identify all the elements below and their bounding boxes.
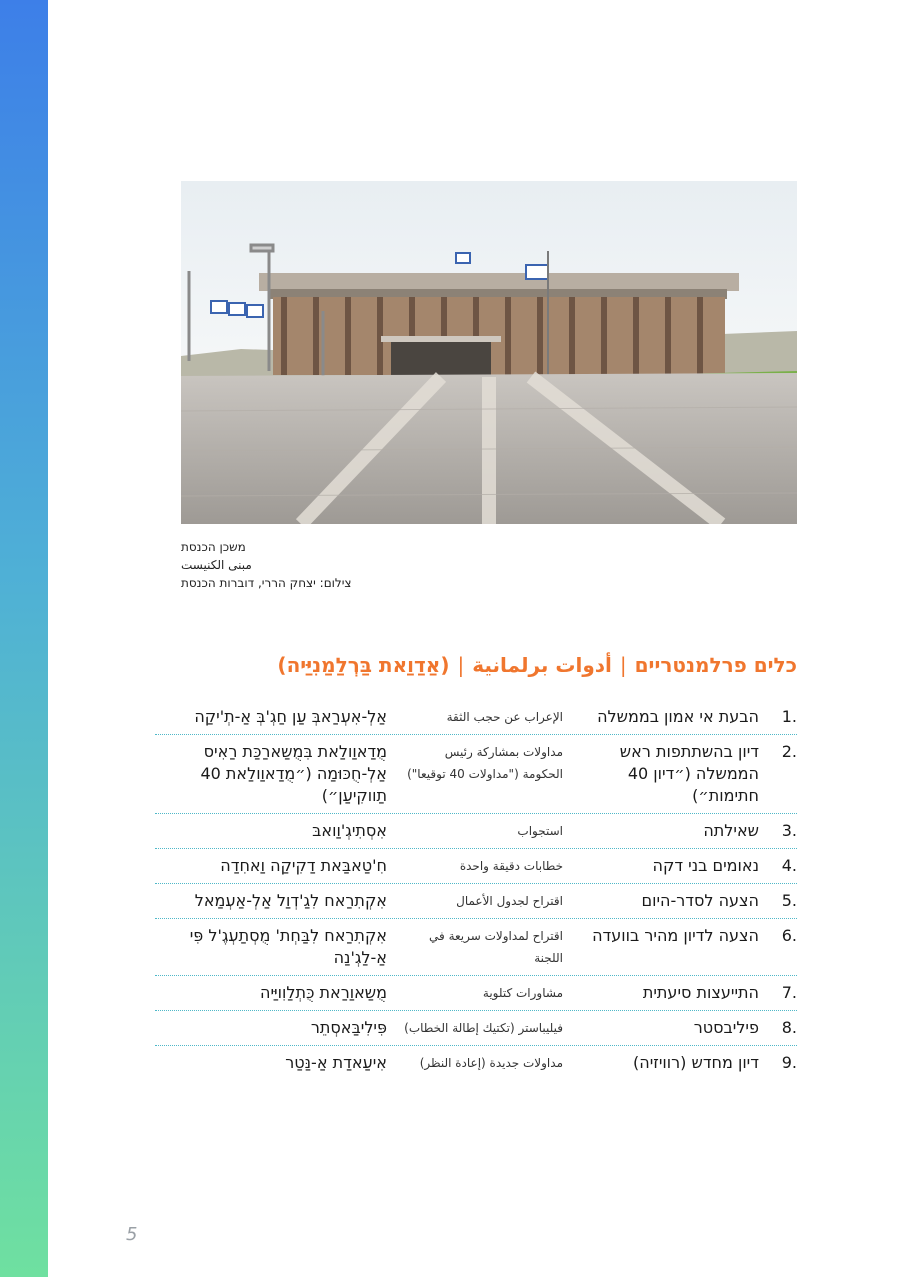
tool-number: .8 (781, 1018, 797, 1037)
tool-row (155, 1011, 797, 1046)
tool-row (155, 735, 797, 814)
tool-number: .2 (781, 742, 797, 761)
tool-row (155, 976, 797, 1011)
tool-number: .9 (781, 1053, 797, 1072)
side-gradient-bar (0, 0, 48, 1277)
caption-arabic: مبنى الكنيست (181, 558, 252, 572)
section-heading (181, 650, 797, 680)
tool-row (155, 849, 797, 884)
tool-hebrew: נאומים בני דקה (652, 856, 759, 875)
tool-row (155, 919, 797, 976)
tool-number: .3 (781, 821, 797, 840)
heading-judeo-arabic: (אַדַוַאת בַּרְלַמַנִיַּיה) (277, 653, 450, 677)
tool-arabic: الإعراب عن حجب الثقة (446, 710, 563, 724)
tool-hebrew: דיון מחדש (רוויזיה) (633, 1053, 759, 1072)
heading-separator-2: | (457, 653, 465, 677)
tool-judeo-arabic: אַלְ-אִעְרַאבְּ עַן חַגְ'בְּ אַ-תְ'יקַה (194, 707, 387, 726)
caption-credit: צילום: יצחק הררי, דוברות הכנסת (181, 576, 352, 590)
tool-row (155, 700, 797, 735)
tool-hebrew: התייעצות סיעתית (642, 983, 759, 1002)
tool-number: .1 (781, 707, 797, 726)
tool-row (155, 814, 797, 849)
knesset-building-photo (181, 181, 797, 524)
caption-hebrew: משכן הכנסת (181, 540, 246, 554)
tool-arabic: خطابات دقيقة واحدة (459, 859, 563, 873)
tool-hebrew: הבעת אי אמון בממשלה (597, 707, 759, 726)
tool-judeo-arabic: מֻדַאוַולַאת בִּמֻשַארַכַּת רַאִיס אַלְ-חֻכּוּמַה (״מֻדַאוַולַאת 40 תַווקִיעַן״) (200, 742, 387, 805)
tool-hebrew: שאילתה (703, 821, 759, 840)
tool-arabic: فيليباستر (تكتيك إطالة الخطاب) (404, 1021, 563, 1035)
parliamentary-tools-list (155, 700, 797, 1080)
tool-arabic: اقتراح لجدول الأعمال (456, 894, 563, 908)
tool-hebrew: דיון בהשתתפות ראש הממשלה (״דיון 40 חתימות״) (619, 742, 759, 805)
tool-judeo-arabic: חִ'טַאבַּאת דַקִיקַה וַאחִדַה (220, 856, 387, 875)
heading-hebrew: כלים פרלמנטריים (634, 653, 797, 677)
tool-arabic: استجواب (517, 824, 563, 838)
tool-arabic: مداولات جديدة (إعادة النظر) (419, 1056, 563, 1070)
tool-arabic: مشاورات كتلوية (482, 986, 563, 1000)
heading-arabic: أدوات برلمانية (472, 653, 612, 677)
tool-hebrew: הצעה לדיון מהיר בוועדה (592, 926, 759, 945)
tool-number: .6 (781, 926, 797, 945)
tool-row (155, 1046, 797, 1080)
tool-number: .4 (781, 856, 797, 875)
tool-judeo-arabic: אִיעַאדַת אַ-נַּטַר (285, 1053, 387, 1072)
tool-arabic: اقتراح لمداولات سريعة في اللجنة (429, 929, 563, 965)
tool-row (155, 884, 797, 919)
tool-judeo-arabic: אִקְתִרַאח לִבַּחְת' מֻסְתַעְגֶ'ל פִּי אַ-לַגְ'נַה (189, 926, 387, 967)
tool-judeo-arabic: אִקְתִרַאח לִגַ'דְוַל אַלְ-אַעְמַאל (194, 891, 387, 910)
tool-number: .5 (781, 891, 797, 910)
photo-caption (181, 538, 481, 592)
heading-separator-1: | (619, 653, 627, 677)
tool-judeo-arabic: מֻשַאוַרַאת כֻּתְלַוִויַּיה (260, 983, 387, 1002)
tool-hebrew: הצעה לסדר-היום (641, 891, 759, 910)
tool-judeo-arabic: פִּילִיבַּאסְתֵר (310, 1018, 387, 1037)
tool-judeo-arabic: אִסְתִיגְ'וַואבּ (312, 821, 387, 840)
tool-hebrew: פיליבסטר (693, 1018, 759, 1037)
tool-arabic: مداولات بمشاركة رئيس الحكومة ("مداولات 40 توقيعا") (407, 745, 563, 781)
page-number: 5 (126, 1224, 138, 1245)
tool-number: .7 (781, 983, 797, 1002)
